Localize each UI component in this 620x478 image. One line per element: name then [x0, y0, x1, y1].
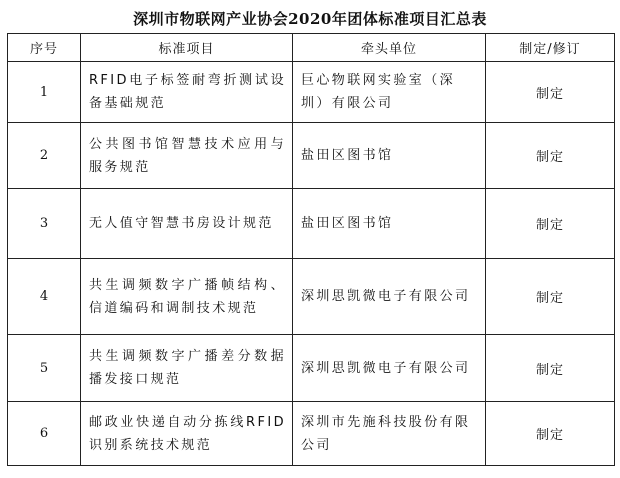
row-standard: 无人值守智慧书房设计规范 [81, 189, 293, 259]
standards-table [7, 33, 615, 466]
row-num: 1 [8, 62, 81, 123]
header-action: 制定/修订 [486, 34, 615, 62]
row-action: 制定 [486, 335, 615, 402]
row-action: 制定 [486, 62, 615, 123]
table-header-row [8, 34, 615, 62]
row-standard: RFID电子标签耐弯折测试设备基础规范 [81, 62, 293, 123]
row-unit: 盐田区图书馆 [293, 123, 486, 189]
page-title: 深圳市物联网产业协会2020年团体标准项目汇总表 [133, 10, 487, 28]
table-row [8, 189, 615, 259]
row-unit: 深圳思凯微电子有限公司 [293, 335, 486, 402]
row-unit: 盐田区图书馆 [293, 189, 486, 259]
row-standard: 共生调频数字广播差分数据播发接口规范 [81, 335, 293, 402]
row-unit: 深圳市先施科技股份有限公司 [293, 402, 486, 466]
table-row [8, 402, 615, 466]
row-num: 6 [8, 402, 81, 466]
row-standard: 邮政业快递自动分拣线RFID识别系统技术规范 [81, 402, 293, 466]
header-unit: 牵头单位 [293, 34, 486, 62]
row-unit: 巨心物联网实验室（深圳）有限公司 [293, 62, 486, 123]
table-row [8, 62, 615, 123]
row-action: 制定 [486, 123, 615, 189]
header-standard: 标准项目 [81, 34, 293, 62]
row-num: 3 [8, 189, 81, 259]
row-standard: 公共图书馆智慧技术应用与服务规范 [81, 123, 293, 189]
row-action: 制定 [486, 189, 615, 259]
row-num: 2 [8, 123, 81, 189]
table-row [8, 335, 615, 402]
row-unit: 深圳思凯微电子有限公司 [293, 259, 486, 335]
row-standard: 共生调频数字广播帧结构、信道编码和调制技术规范 [81, 259, 293, 335]
row-action: 制定 [486, 402, 615, 466]
table-row [8, 259, 615, 335]
row-action: 制定 [486, 259, 615, 335]
table-row [8, 123, 615, 189]
row-num: 4 [8, 259, 81, 335]
row-num: 5 [8, 335, 81, 402]
header-num: 序号 [8, 34, 81, 62]
